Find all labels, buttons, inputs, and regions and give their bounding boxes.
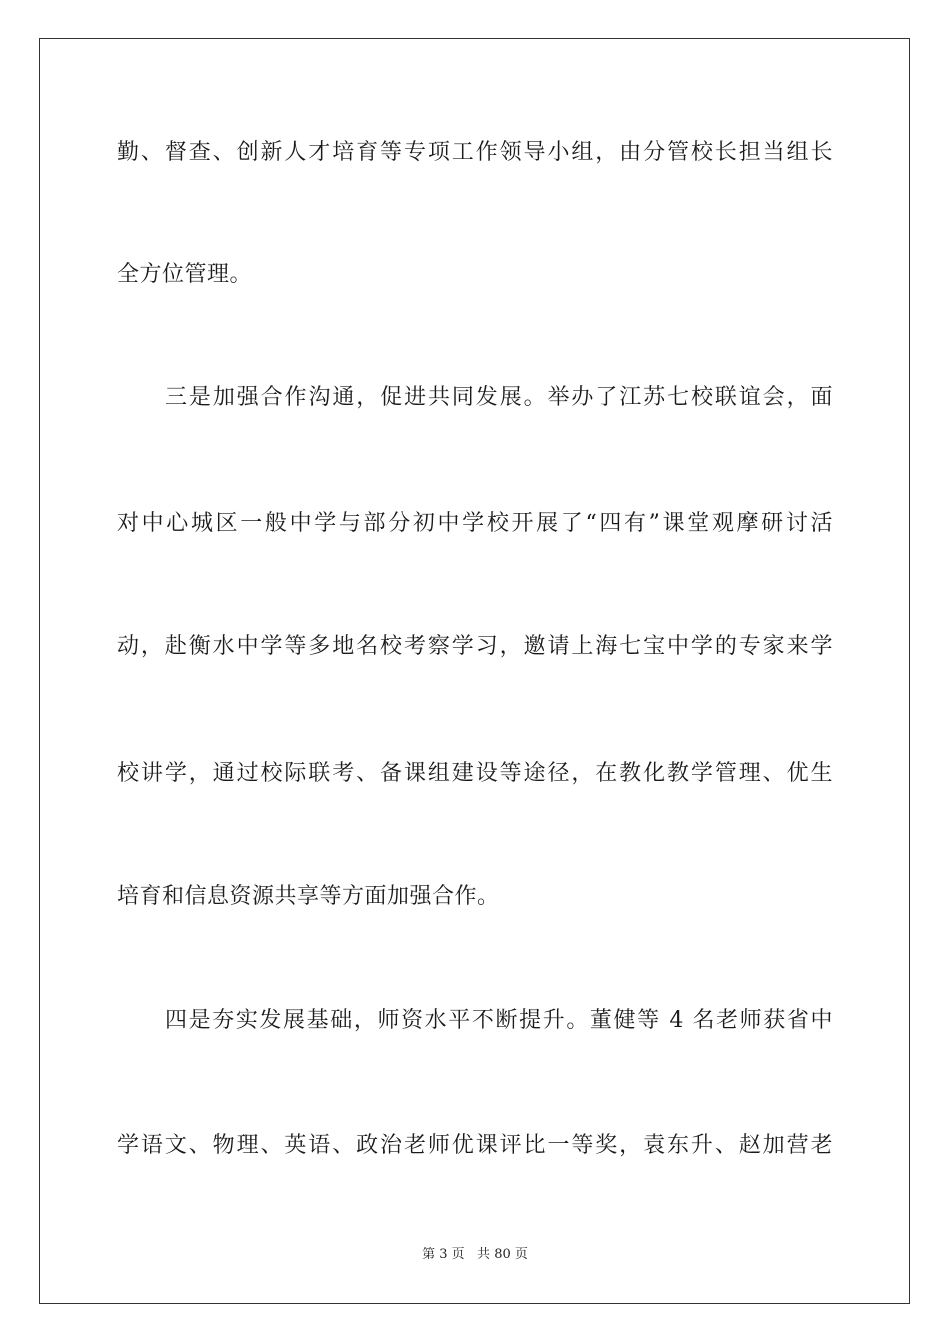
body-text-line: 学语文、物理、英语、政治老师优课评比一等奖，袁东升、赵加营老 <box>117 1133 833 1158</box>
body-text-line: 动，赴衡水中学等多地名校考察学习，邀请上海七宝中学的专家来学 <box>117 634 833 659</box>
paragraph-start-line: 三是加强合作沟通，促进共同发展。举办了江苏七校联谊会，面 <box>165 385 833 410</box>
page-number-footer: 第 3 页 共 80 页 <box>422 1247 528 1262</box>
page-border <box>39 38 910 1304</box>
body-text-line: 校讲学，通过校际联考、备课组建设等途径，在教化教学管理、优生 <box>117 761 833 786</box>
body-text-line: 对中心城区一般中学与部分初中学校开展了“四有”课堂观摩研讨活 <box>117 511 833 536</box>
body-text-line: 勤、督查、创新人才培育等专项工作领导小组，由分管校长担当组长 <box>117 140 833 165</box>
body-text-line: 培育和信息资源共享等方面加强合作。 <box>117 884 500 909</box>
body-text-line: 全方位管理。 <box>117 262 253 287</box>
paragraph-start-line: 四是夯实发展基础，师资水平不断提升。董健等 4 名老师获省中 <box>165 1008 833 1033</box>
